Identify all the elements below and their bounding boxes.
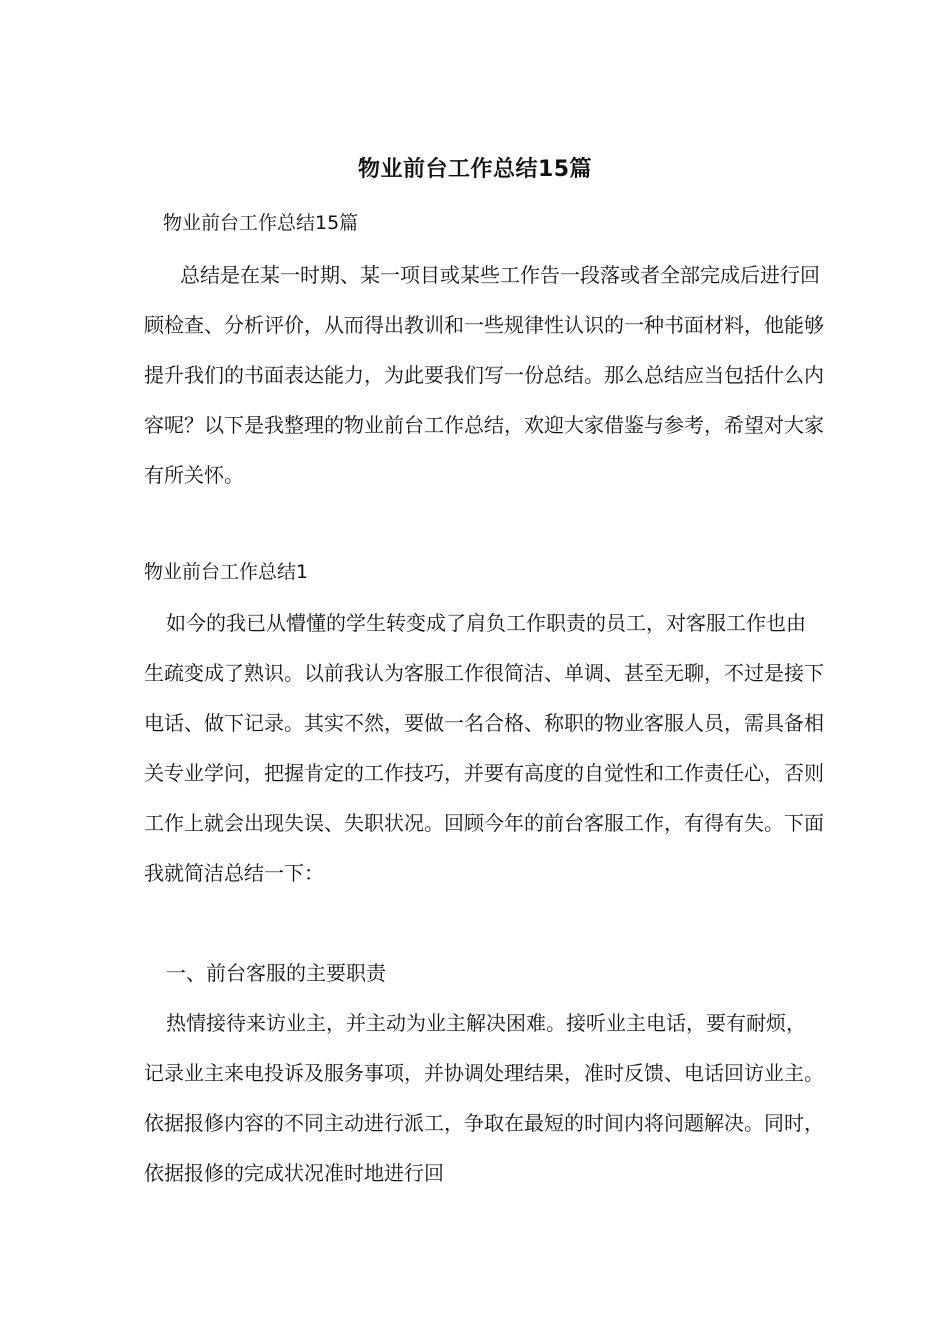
body-paragraph: 热情接待来访业主，并主动为业主解决困难。接听业主电话，要有耐烦，记录业主来电投诉及服务事项，并协调处理结果，准时反馈、电话回访业主。依据报修内容的不同主动进行派工，争取在最短的时间内将问题解决。同时，依据报修的完成状况准时地进行回: [144, 1011, 824, 1185]
document-title: 物业前台工作总结15篇: [357, 157, 593, 182]
document-subtitle: 物业前台工作总结15篇: [163, 212, 359, 234]
body-paragraph: 如今的我已从懵懂的学生转变成了肩负工作职责的员工，对客服工作也由生疏变成了熟识。以前我认为客服工作很简洁、单调、甚至无聊，不过是接下电话、做下记录。其实不然，要做一名合格、称职的物业客服人员，需具备相关专业学问，把握肯定的工作技巧，并要有高度的自觉性和工作责任心，否则工作上就会出现失误、失职状况。回顾今年的前台客服工作，有得有失。下面我就简洁总结一下：: [144, 611, 824, 885]
intro-paragraph: 总结是在某一时期、某一项目或某些工作告一段落或者全部完成后进行回顾检查、分析评价，从而得出教训和一些规律性认识的一种书面材料，他能够提升我们的书面表达能力，为此要我们写一份总结。那么总结应当包括什么内容呢？以下是我整理的物业前台工作总结，欢迎大家借鉴与参考，希望对大家有所关怀。: [144, 263, 824, 487]
subsection-heading: 一、前台客服的主要职责: [166, 961, 386, 985]
section-heading: 物业前台工作总结1: [144, 561, 309, 583]
